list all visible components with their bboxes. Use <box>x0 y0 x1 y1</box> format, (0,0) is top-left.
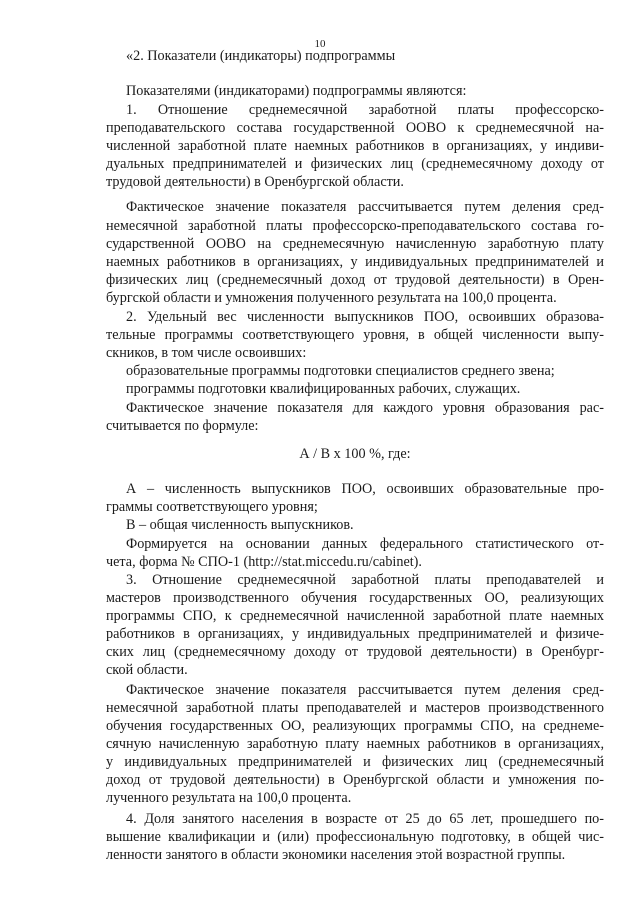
text-line: трудовой деятельности) в Оренбургской области. <box>106 174 404 190</box>
text-line: вышение квалификации и (или) профессиональную подготовку, в общей чис- <box>106 829 604 845</box>
text-line: тельные программы соответствующего уровня, в общей численности выпу- <box>106 327 604 343</box>
text-line: А / В х 100 %, где: <box>299 446 411 462</box>
text-line: немесячной заработной платы преподавателей и мастеров производственного <box>106 700 604 716</box>
text-line: «2. Показатели (индикаторы) подпрограммы <box>126 48 396 64</box>
text-line: ских лиц (среднемесячному доходу от трудовой деятельности) в Оренбург- <box>106 644 604 660</box>
text-line: мастеров производственного обучения государственных ОО, реализующих <box>106 590 604 606</box>
text-line: образовательные программы подготовки специалистов среднего звена; <box>126 363 555 379</box>
text-line: дуальных предпринимателей и физических лиц (среднемесячному доходу от <box>106 156 604 172</box>
text-line: Фактическое значение показателя рассчитывается путем деления сред- <box>126 199 604 215</box>
text-line: Показателями (индикаторами) подпрограммы являются: <box>126 83 467 99</box>
text-line: у индивидуальных предпринимателей и физических лиц (среднемесячный <box>106 754 604 770</box>
text-line: наемных работников в организациях, у индивидуальных предпринимателей и <box>106 254 604 270</box>
text-line: Фактическое значение показателя рассчитывается путем деления сред- <box>126 682 604 698</box>
text-line: немесячной заработной платы профессорско-преподавательского состава го- <box>106 218 604 234</box>
text-line: программы СПО, к среднемесячной начисленной заработной плате наемных <box>106 608 604 624</box>
text-line: 2. Удельный вес численности выпускников ПОО, освоивших образова- <box>126 309 604 325</box>
text-line: сячную начисленную заработную плату наемных работников в организациях, <box>106 736 604 752</box>
text-line: граммы соответствующего уровня; <box>106 499 318 515</box>
text-line: 4. Доля занятого населения в возрасте от 25 до 65 лет, прошедшего по- <box>126 811 604 827</box>
text-line: скников, в том числе освоивших: <box>106 345 307 361</box>
text-line: 1. Отношение среднемесячной заработной платы профессорско- <box>126 102 604 118</box>
text-line: В – общая численность выпускников. <box>126 517 354 533</box>
text-line: доход от трудовой деятельности) в Оренбургской области и умножения по- <box>106 772 604 788</box>
text-line: программы подготовки квалифицированных рабочих, служащих. <box>126 381 521 397</box>
text-line: физических лиц (среднемесячный доход от трудовой деятельности) в Орен- <box>106 272 604 288</box>
text-line: ленности занятого в области экономики населения этой возрастной группы. <box>106 847 566 863</box>
text-line: бургской области и умножения полученного результата на 100,0 процента. <box>106 290 557 306</box>
text-line: численной заработной плате наемных работников в организациях, у индиви- <box>106 138 604 154</box>
text-line: преподавательского состава государственной ООВО к среднемесячной на- <box>106 120 604 136</box>
text-line: обучения государственных ОО, реализующих программы СПО, на среднеме- <box>106 718 604 734</box>
text-line: работников в организациях, у индивидуальных предпринимателей и физиче- <box>106 626 604 642</box>
text-line: считывается по формуле: <box>106 418 259 434</box>
text-line: А – численность выпускников ПОО, освоивших образовательные про- <box>126 481 604 497</box>
text-line: ской области. <box>106 662 188 678</box>
page-number: 10 <box>314 38 326 50</box>
text-line: 3. Отношение среднемесячной заработной платы преподавателей и <box>126 572 604 588</box>
text-line: лученного результата на 100,0 процента. <box>106 790 352 806</box>
text-line: сударственной ООВО на среднемесячную начисленную заработную плату <box>106 236 604 252</box>
text-line: Фактическое значение показателя для каждого уровня образования рас- <box>126 400 604 416</box>
text-line: чета, форма № СПО-1 (http://stat.miccedu.ru/cabinet). <box>106 554 422 570</box>
text-line: Формируется на основании данных федерального статистического от- <box>126 536 604 552</box>
